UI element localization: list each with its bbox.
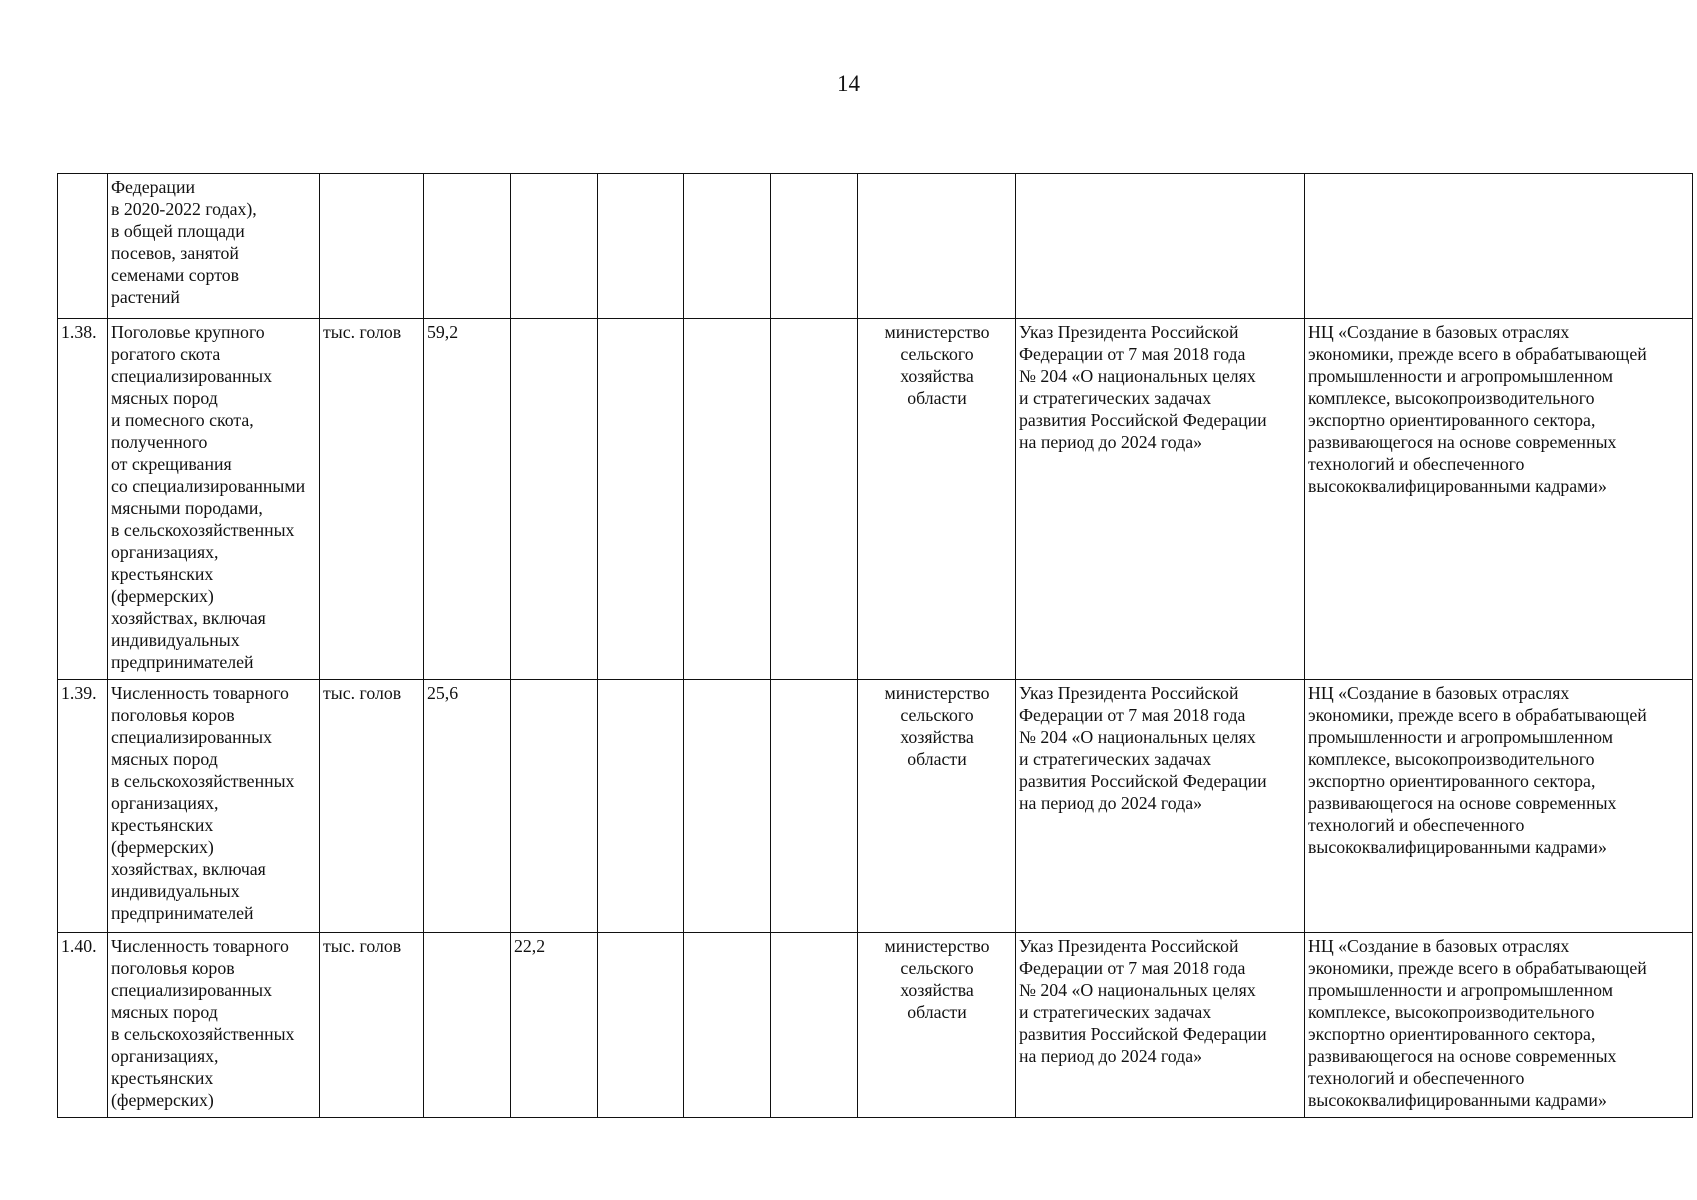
document-cell: Указ Президента Российской Федерации от 7 мая 2018 года № 204 «О национальных целях и стратегических задачах развития Российской Федерации на период до 2024 года» [1016, 319, 1305, 680]
value-cell [684, 933, 771, 1118]
value-cell [771, 319, 858, 680]
row-number: 1.38. [58, 319, 108, 680]
value-cell [684, 319, 771, 680]
responsible-cell: министерство сельского хозяйства области [858, 933, 1016, 1118]
unit-cell: тыс. голов [320, 319, 424, 680]
table-row [58, 319, 1693, 680]
project-cell: НЦ «Создание в базовых отраслях экономики, прежде всего в обрабатывающей промышленности и агропромышленном комплексе, высокопроизводительного экспортно ориентированного сектора, развивающегося на основе современных технологий и обеспеченного высококвалифицированными кадрами» [1305, 933, 1693, 1118]
value-cell [771, 933, 858, 1118]
value-cell [598, 174, 684, 319]
unit-cell [320, 174, 424, 319]
value-cell [511, 174, 598, 319]
responsible-cell [858, 174, 1016, 319]
responsible-cell: министерство сельского хозяйства области [858, 319, 1016, 680]
value-cell: 59,2 [424, 319, 511, 680]
indicator-name: Поголовье крупного рогатого скота специализированных мясных пород и помесного скота, полученного от скрещивания со специализированными мясными породами, в сельскохозяйственных организациях, крестьянских (фермерских) хозяйствах, включая индивидуальных предпринимателей [108, 319, 320, 680]
responsible-cell: министерство сельского хозяйства области [858, 680, 1016, 933]
value-cell [598, 680, 684, 933]
project-cell: НЦ «Создание в базовых отраслях экономики, прежде всего в обрабатывающей промышленности и агропромышленном комплексе, высокопроизводительного экспортно ориентированного сектора, развивающегося на основе современных технологий и обеспеченного высококвалифицированными кадрами» [1305, 319, 1693, 680]
value-cell [684, 174, 771, 319]
value-cell [598, 319, 684, 680]
value-cell [511, 319, 598, 680]
value-cell [424, 933, 511, 1118]
indicator-name: Численность товарного поголовья коров специализированных мясных пород в сельскохозяйственных организациях, крестьянских (фермерских) хозяйствах, включая индивидуальных предпринимателей [108, 680, 320, 933]
value-cell: 22,2 [511, 933, 598, 1118]
value-cell [511, 680, 598, 933]
page-number: 14 [837, 71, 860, 96]
indicator-name: Численность товарного поголовья коров специализированных мясных пород в сельскохозяйственных организациях, крестьянских (фермерских) [108, 933, 320, 1118]
unit-cell: тыс. голов [320, 933, 424, 1118]
value-cell [771, 174, 858, 319]
value-cell [598, 933, 684, 1118]
document-cell: Указ Президента Российской Федерации от 7 мая 2018 года № 204 «О национальных целях и стратегических задачах развития Российской Федерации на период до 2024 года» [1016, 933, 1305, 1118]
row-number [58, 174, 108, 319]
row-number: 1.39. [58, 680, 108, 933]
table-row [58, 174, 1693, 319]
value-cell: 25,6 [424, 680, 511, 933]
indicator-name: Федерации в 2020-2022 годах), в общей площади посевов, занятой семенами сортов растений [108, 174, 320, 319]
value-cell [684, 680, 771, 933]
project-cell: НЦ «Создание в базовых отраслях экономики, прежде всего в обрабатывающей промышленности и агропромышленном комплексе, высокопроизводительного экспортно ориентированного сектора, развивающегося на основе современных технологий и обеспеченного высококвалифицированными кадрами» [1305, 680, 1693, 933]
value-cell [771, 680, 858, 933]
document-cell [1016, 174, 1305, 319]
table-row [58, 933, 1693, 1118]
row-number: 1.40. [58, 933, 108, 1118]
indicators-table [57, 173, 1693, 1118]
unit-cell: тыс. голов [320, 680, 424, 933]
project-cell [1305, 174, 1693, 319]
value-cell [424, 174, 511, 319]
table-row [58, 680, 1693, 933]
document-cell: Указ Президента Российской Федерации от 7 мая 2018 года № 204 «О национальных целях и стратегических задачах развития Российской Федерации на период до 2024 года» [1016, 680, 1305, 933]
